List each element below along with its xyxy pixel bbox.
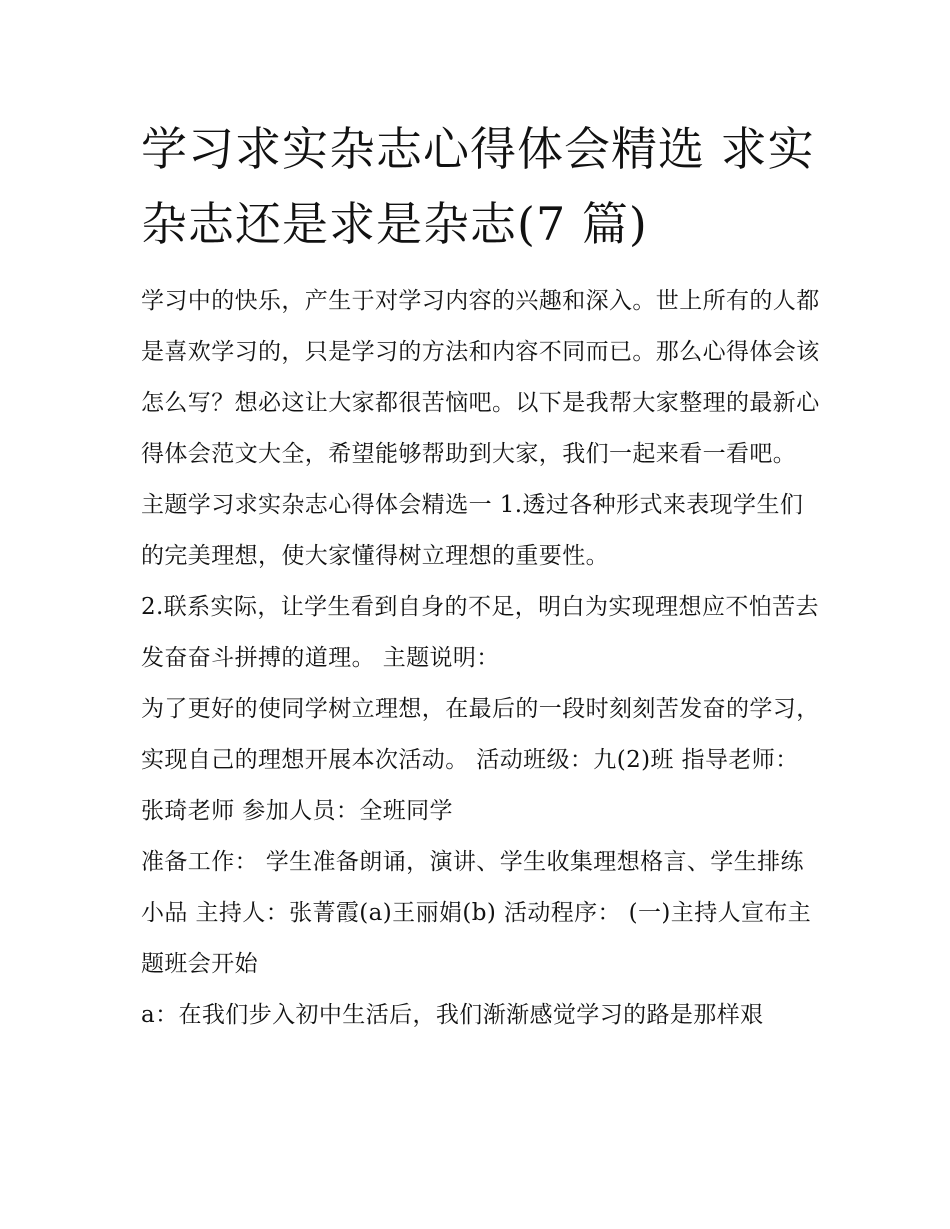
paragraph-preparation: 准备工作： 学生准备朗诵，演讲、学生收集理想格言、学生排练小品 主持人：张菁霞(a)王丽娟(b) 活动程序： (一)主持人宣布主题班会开始 <box>141 849 812 977</box>
document-body <box>141 276 821 1041</box>
paragraph-section-one: 主题学习求实杂志心得体会精选一 1.透过各种形式来表现学生们的完美理想，使大家懂得树立理想的重要性。 <box>141 492 804 569</box>
paragraph-intro: 学习中的快乐，产生于对学习内容的兴趣和深入。世上所有的人都是喜欢学习的，只是学习的方法和内容不同而已。那么心得体会该怎么写？想必这让大家都很苦恼吧。以下是我帮大家整理的最新心得体会范文大全，希望能够帮助到大家，我们一起来看一看吧。 <box>141 288 820 467</box>
document-title: 学习求实杂志心得体会精选 求实杂志还是求是杂志(7 篇) <box>141 122 815 251</box>
paragraph-host-a: a：在我们步入初中生活后，我们渐渐感觉学习的路是那样艰 <box>141 1002 764 1028</box>
paragraph-activity-info: 为了更好的使同学树立理想，在最后的一段时刻刻苦发奋的学习，实现自己的理想开展本次活动。 活动班级：九(2)班 指导老师：张琦老师 参加人员：全班同学 <box>141 696 820 824</box>
paragraph-point-two: 2.联系实际，让学生看到自身的不足，明白为实现理想应不怕苦去发奋奋斗拼搏的道理。 主题说明： <box>141 594 819 671</box>
